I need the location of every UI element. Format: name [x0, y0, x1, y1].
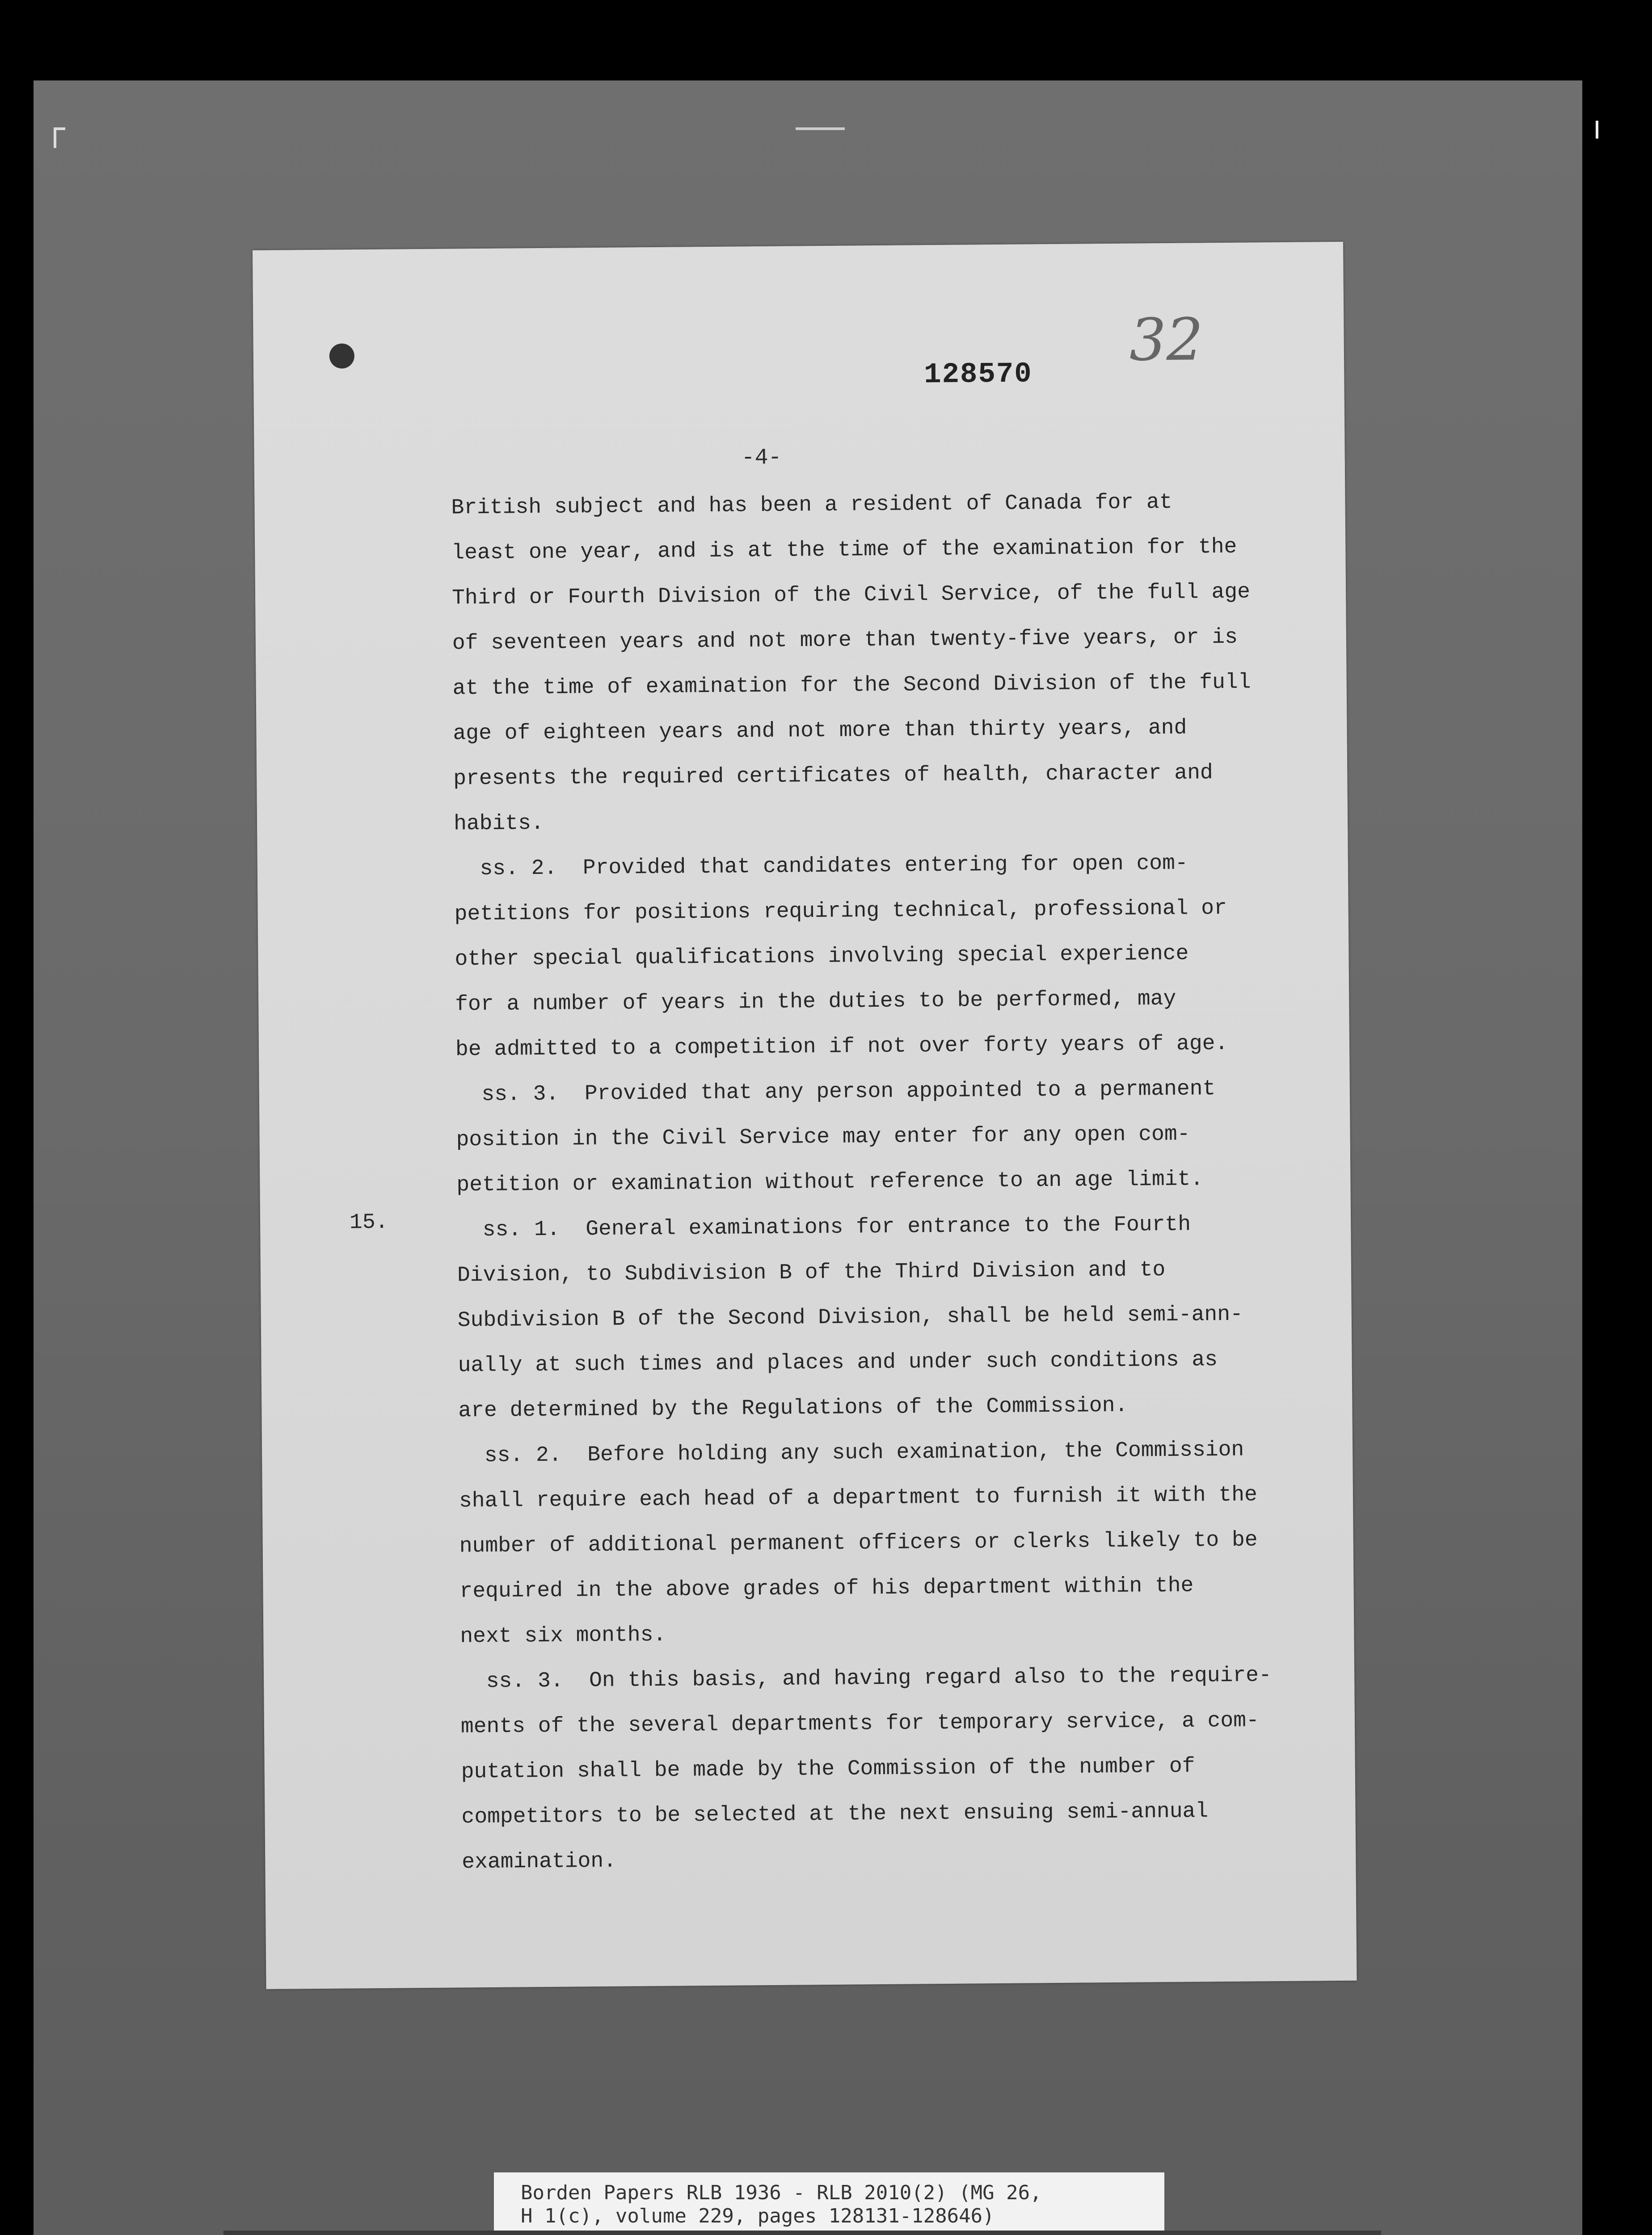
text-line: shall require each head of a department to furnish it with the	[459, 1483, 1258, 1514]
punch-hole	[329, 343, 354, 368]
text-line: least one year, and is at the time of the examination for the	[451, 535, 1237, 565]
text-line: age of eighteen years and not more than thirty years, and	[453, 716, 1187, 746]
text-line: next six months.	[460, 1623, 666, 1649]
text-line: British subject and has been a resident of Canada for at	[451, 490, 1172, 520]
text-line: for a number of years in the duties to be performed, may	[455, 987, 1176, 1017]
text-line: ss. 3. On this basis, and having regard also to the require-	[460, 1663, 1272, 1694]
citation-line-2: H 1(c), volume 229, pages 128131-128646)	[521, 2205, 995, 2227]
section-number: 15.	[349, 1210, 388, 1235]
handwritten-page-number: 32	[1129, 305, 1204, 374]
text-line: at the time of examination for the Second Division of the full	[452, 670, 1251, 701]
text-line: be admitted to a competition if not over forty years of age.	[455, 1031, 1228, 1062]
page-number: -4-	[741, 445, 782, 471]
text-line: ss. 2. Before holding any such examination, the Commission	[458, 1438, 1244, 1468]
text-line: competitors to be selected at the next ensuing semi-annual	[461, 1799, 1209, 1830]
text-line: presents the required certificates of health, character and	[453, 761, 1213, 791]
text-line: examination.	[462, 1849, 617, 1875]
text-line: of seventeen years and not more than twenty-five years, or is	[452, 625, 1238, 656]
text-line: are determined by the Regulations of the Commission.	[458, 1393, 1128, 1423]
text-line: required in the above grades of his department within the	[459, 1573, 1194, 1604]
text-line: ually at such times and places and under such conditions as	[458, 1348, 1218, 1378]
text-line: ss. 3. Provided that any person appointed to a permanent	[455, 1077, 1216, 1107]
document-body	[451, 479, 1334, 1885]
citation-line-1: Borden Papers RLB 1936 - RLB 2010(2) (MG 26,	[521, 2181, 1042, 2204]
corner-mark-top	[796, 127, 845, 130]
text-line: Subdivision B of the Second Division, shall be held semi-ann-	[457, 1302, 1243, 1333]
document-number: 128570	[923, 358, 1032, 392]
text-line: Division, to Subdivision B of the Third Division and to	[457, 1258, 1166, 1288]
citation-label	[494, 2172, 1164, 2233]
text-line: ments of the several departments for temporary service, a com-	[460, 1708, 1260, 1739]
text-line: Third or Fourth Division of the Civil Service, of the full age	[451, 580, 1251, 611]
text-line: number of additional permanent officers or clerks likely to be	[459, 1528, 1258, 1559]
text-line: habits.	[453, 811, 544, 836]
corner-mark-top-left	[54, 127, 65, 148]
text-line: ss. 1. General examinations for entrance to the Fourth	[457, 1212, 1191, 1243]
text-line: petition or examination without reference to an age limit.	[456, 1167, 1204, 1198]
document-page	[253, 242, 1357, 1989]
text-line: petitions for positions requiring technical, professional or	[454, 896, 1227, 927]
label-board	[223, 2231, 1381, 2235]
corner-mark-top-right	[1596, 121, 1598, 139]
text-line: other special qualifications involving special experience	[455, 941, 1189, 972]
text-line: ss. 2. Provided that candidates entering for open com-	[454, 851, 1188, 881]
text-line: position in the Civil Service may enter for any open com-	[456, 1122, 1190, 1152]
text-line: putation shall be made by the Commission of the number of	[461, 1754, 1195, 1784]
